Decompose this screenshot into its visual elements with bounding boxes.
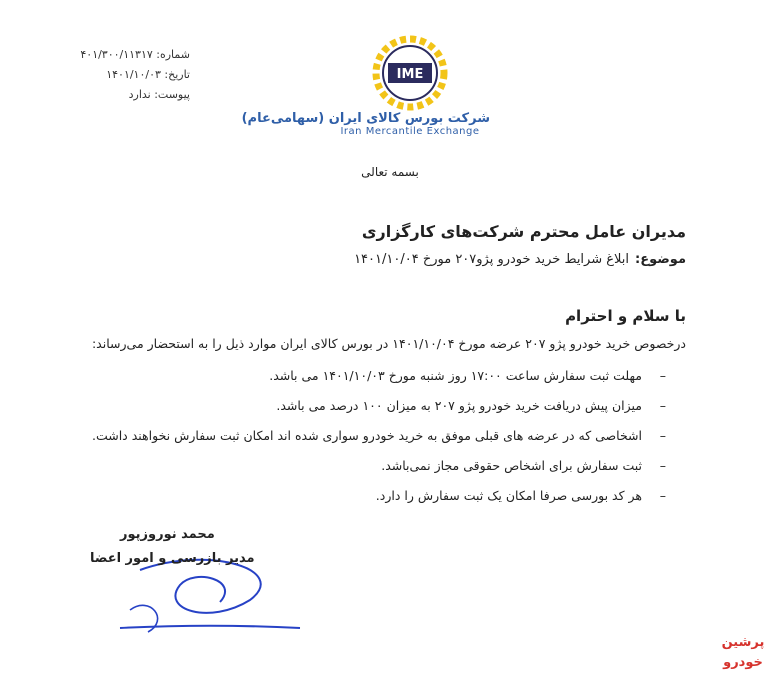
dash-bullet-icon: – [659, 488, 666, 503]
logo-mark-text: IME [396, 67, 424, 82]
subject-line [354, 252, 686, 267]
list-item-text: اشخاصی که در عرضه های قبلی موفق به خرید خودرو سواری شده اند امکان ثبت سفارش نخواهند داشت. [91, 428, 642, 443]
subject-label: موضوع: [635, 252, 686, 267]
dash-bullet-icon: – [659, 458, 666, 473]
ime-emblem-icon [372, 35, 448, 111]
svg-text:خودرو: خودرو [723, 655, 763, 670]
conditions-list [46, 366, 666, 516]
list-item [46, 426, 666, 456]
dash-bullet-icon: – [659, 368, 666, 383]
greeting: با سلام و احترام [565, 307, 686, 325]
letter-attachment: پیوست: ندارد [128, 88, 190, 101]
letter-date: تاریخ: ۱۴۰۱/۱۰/۰۳ [106, 68, 190, 81]
addressee: مدیران عامل محترم شرکت‌های کارگزاری [361, 222, 686, 241]
list-item-text: هر کد بورسی صرفا امکان یک ثبت سفارش را دارد. [375, 488, 642, 503]
reference-block [70, 45, 190, 105]
list-item [46, 366, 666, 396]
basmala: بسمه تعالی [361, 165, 419, 179]
list-item-text: مهلت ثبت سفارش ساعت ۱۷:۰۰ روز شنبه مورخ ۱۴۰۱/۱۰/۰۳ می باشد. [269, 368, 642, 383]
subject-text: ابلاغ شرایط خرید خودرو پژو۲۰۷ مورخ ۱۴۰۱/۱۰/۰۴ [354, 252, 629, 267]
letter-number: شماره: ۴۰۱/۳۰۰/۱۱۳۱۷ [80, 48, 190, 61]
dash-bullet-icon: – [659, 398, 666, 413]
list-item [46, 486, 666, 516]
list-item-text: میزان پیش دریافت خرید خودرو پژو ۲۰۷ به میزان ۱۰۰ درصد می باشد. [276, 398, 642, 413]
dash-bullet-icon: – [659, 428, 666, 443]
intro-paragraph: درخصوص خرید خودرو پژو ۲۰۷ عرضه مورخ ۱۴۰۱/۱۰/۰۴ در بورس کالای ایران موارد ذیل را به استحضار می‌رساند: [91, 336, 686, 351]
list-item-text: ثبت سفارش برای اشخاص حقوقی مجاز نمی‌باشد. [381, 458, 642, 473]
svg-text:پرشین: پرشین [721, 635, 765, 650]
company-name-en: Iran Mercantile Exchange [340, 126, 480, 137]
list-item [46, 456, 666, 486]
company-logo [241, 35, 490, 137]
list-item [46, 396, 666, 426]
signatory-title: مدیر بازرسی و امور اعضا [90, 551, 255, 566]
company-name-fa: شرکت بورس کالای ایران (سهامی‌عام) [241, 111, 490, 126]
persian-khodro-watermark-icon [718, 628, 768, 672]
signatory-name: محمد نوروزپور [120, 527, 215, 542]
